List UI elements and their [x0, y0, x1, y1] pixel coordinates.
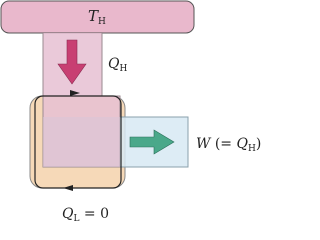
hot-reservoir-label: $T_H$: [88, 7, 106, 27]
heat-in-label: $Q_H$: [108, 56, 128, 74]
channel-overlap: [43, 117, 120, 167]
heat-out-label: $Q_L = 0$: [62, 206, 110, 224]
work-out-label: W (= $Q_H$): [196, 136, 262, 154]
